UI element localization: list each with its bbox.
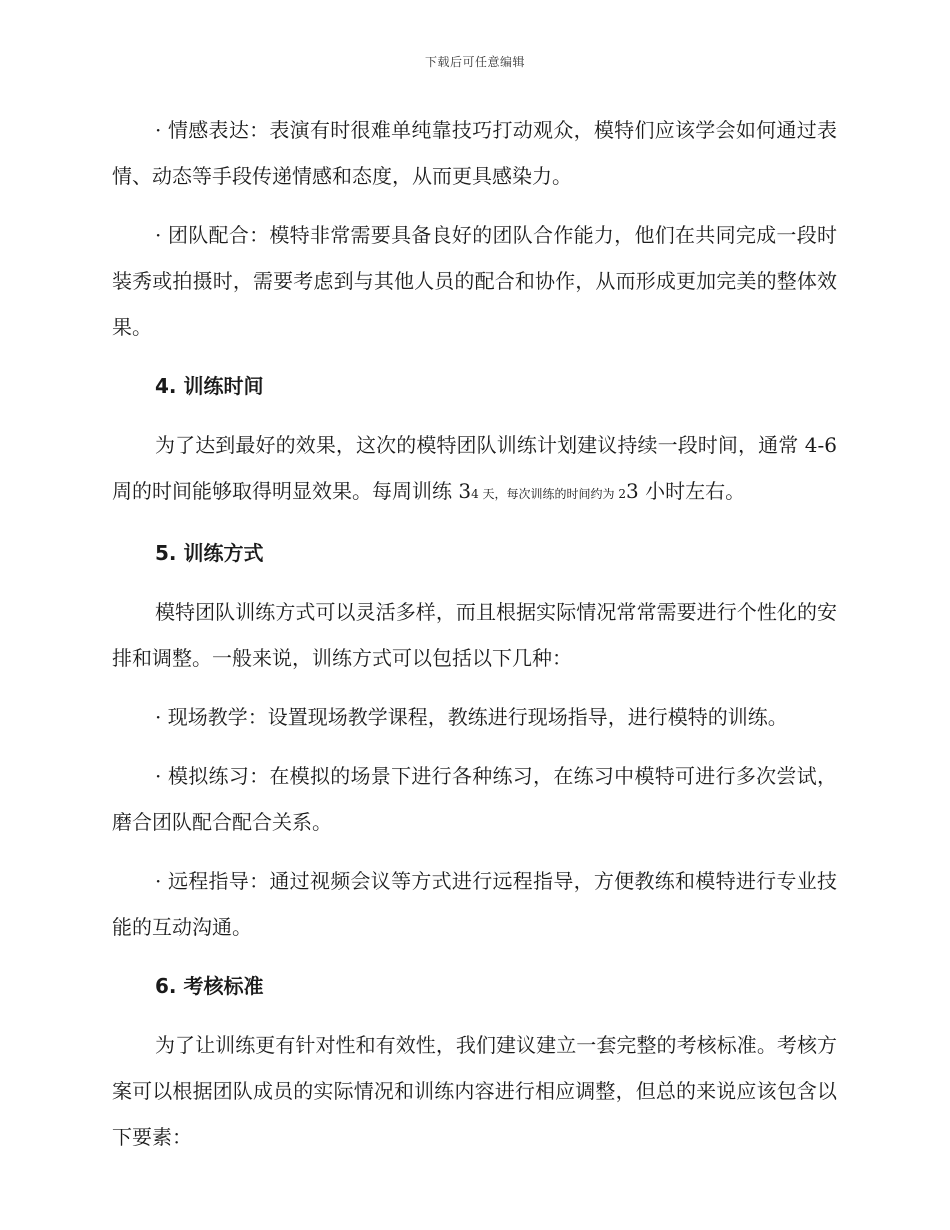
paragraph-assessment: 为了让训练更有针对性和有效性，我们建议建立一套完整的考核标准。考核方案可以根据团队成员的实际情况和训练内容进行相应调整，但总的来说应该包含以下要素： bbox=[112, 1033, 837, 1149]
bullet-emotional-expression: · 情感表达：表演有时很难单纯靠技巧打动观众，模特们应该学会如何通过表情、动态等手段传递情感和态度，从而更具感染力。 bbox=[112, 118, 837, 188]
section-heading-assessment: 6. 考核标准 bbox=[155, 974, 264, 998]
paragraph-training-method: 模特团队训练方式可以灵活多样，而且根据实际情况常常需要进行个性化的安排和调整。一般来说，训练方式可以包括以下几种： bbox=[112, 600, 837, 670]
page-header: 下载后可任意编辑 bbox=[424, 55, 525, 69]
document-body bbox=[112, 107, 837, 1160]
training-time-text: 为了达到最好的效果，这次的模特团队训练计划建议持续一段时间，通常 4-6 周的时间能够取得明显效果。每周训练 3 bbox=[112, 433, 837, 503]
bullet-simulation-practice: · 模拟练习：在模拟的场景下进行各种练习，在练习中模特可进行多次尝试，磨合团队配合配合关系。 bbox=[112, 764, 837, 834]
bullet-team-cooperation: · 团队配合：模特非常需要具备良好的团队合作能力，他们在共同完成一段时装秀或拍摄时，需要考虑到与其他人员的配合和协作，从而形成更加完美的整体效果。 bbox=[112, 223, 837, 339]
section-heading-training-time: 4. 训练时间 bbox=[155, 374, 264, 398]
training-time-small-text: 4 天，每次训练的时间约为 2 bbox=[471, 487, 626, 501]
section-heading-training-method: 5. 训练方式 bbox=[155, 541, 264, 565]
bullet-remote-guidance: · 远程指导：通过视频会议等方式进行远程指导，方便教练和模特进行专业技能的互动沟通。 bbox=[112, 869, 837, 939]
training-time-end-text: 3 小时左右。 bbox=[626, 479, 746, 503]
paragraph-training-time bbox=[112, 422, 837, 517]
bullet-onsite-teaching: · 现场教学：设置现场教学课程，教练进行现场指导，进行模特的训练。 bbox=[155, 705, 788, 729]
